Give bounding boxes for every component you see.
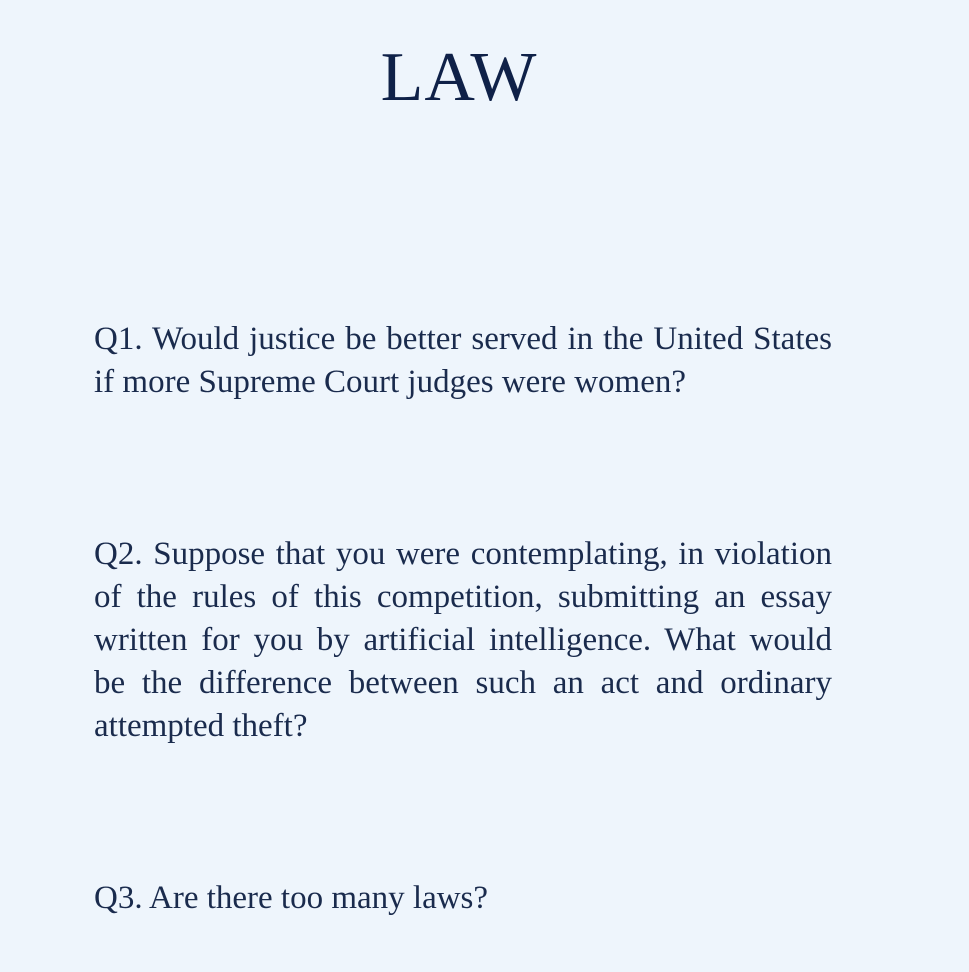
question-2: Q2. Suppose that you were contemplating, in violation of the rules of this competition, submitting an essay written for you by artificial intelligence. What would be the difference between such an act and ordinary attempted theft?: [94, 536, 832, 744]
question-3: Q3. Are there too many laws?: [94, 880, 489, 916]
page-title: LAW: [380, 39, 538, 116]
question-1: Q1. Would justice be better served in the United States if more Supreme Court judges were women?: [94, 321, 832, 400]
